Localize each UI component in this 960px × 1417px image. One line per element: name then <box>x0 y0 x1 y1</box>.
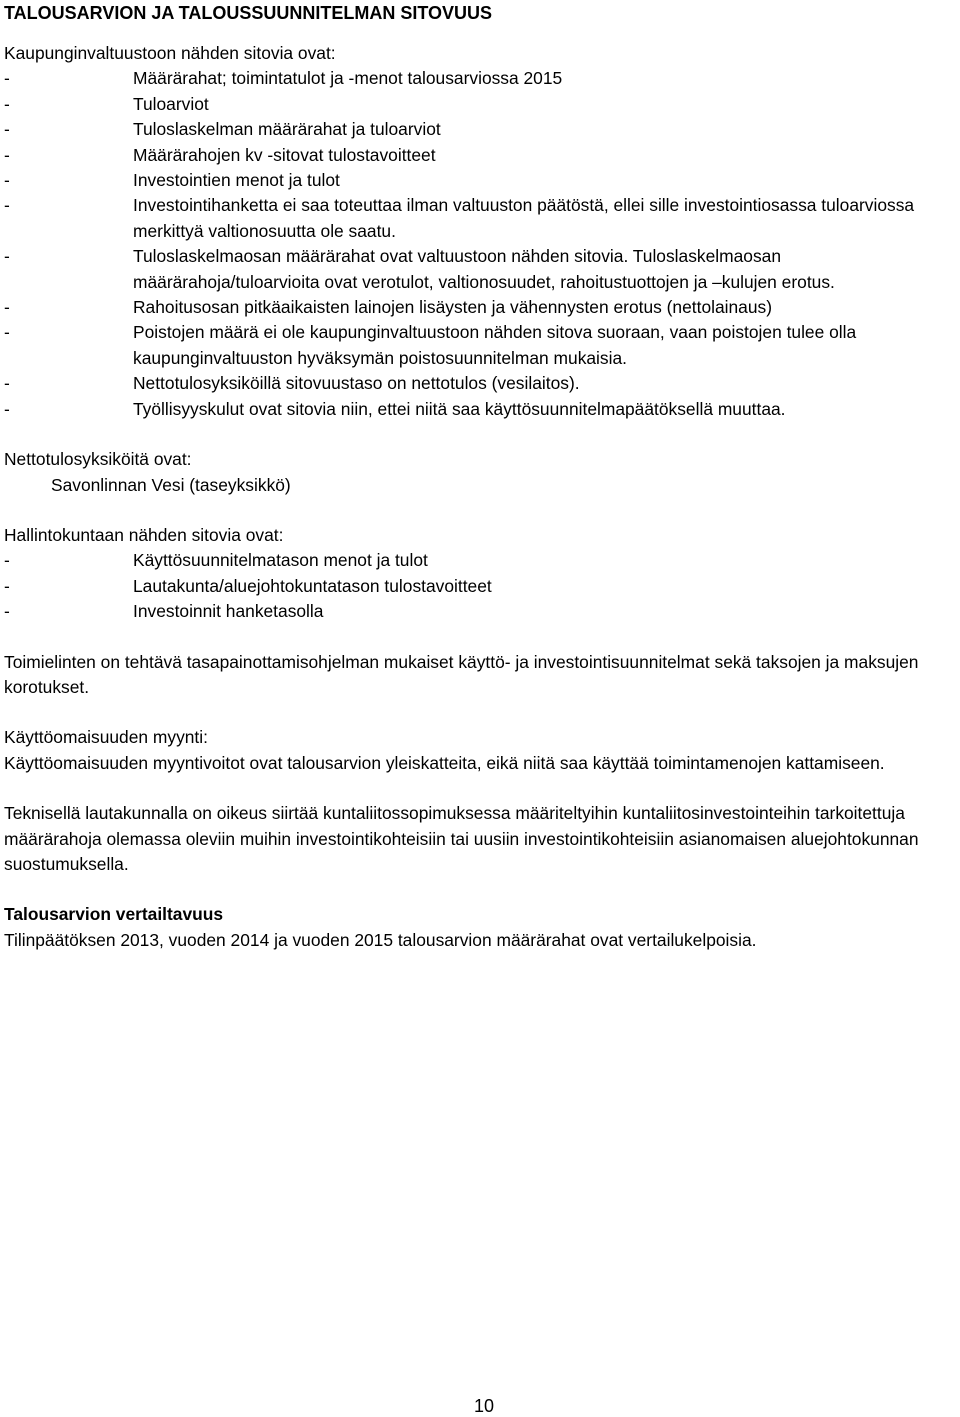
list-item <box>4 92 956 117</box>
asset-sales-text: Käyttöomaisuuden myyntivoitot ovat talousarvion yleiskatteita, eikä niitä saa käyttää toimintamenojen kattamiseen. <box>4 752 885 773</box>
list-dash: - <box>4 144 10 165</box>
list-item-text: Investointihanketta ei saa toteuttaa ilman valtuuston päätöstä, ellei sille investointiosassa tuloarviossa merkittyä valtionosuutta ole saatu. <box>133 195 915 241</box>
council-section-heading: Kaupunginvaltuustoon nähden sitovia ovat: <box>4 43 336 63</box>
comparability-text: Tilinpäätöksen 2013, vuoden 2014 ja vuoden 2015 talousarvion määrärahat ovat vertailukelpoisia. <box>4 929 757 950</box>
list-dash: - <box>4 373 10 394</box>
list-dash: - <box>4 68 10 89</box>
net-units-heading: Nettotulosyksiköitä ovat: <box>4 449 192 470</box>
list-dash: - <box>4 93 10 114</box>
list-dash: - <box>4 119 10 140</box>
list-dash: - <box>4 322 10 343</box>
list-item <box>4 143 956 168</box>
council-binding-list <box>4 66 956 422</box>
list-item <box>4 548 956 573</box>
net-units-section <box>4 447 956 498</box>
list-dash: - <box>4 601 10 622</box>
list-item-text: Tuloslaskelmaosan määrärahat ovat valtuustoon nähden sitovia. Tuloslaskelmaosan määrärahoja/tuloarvioita ovat verotulot, valtionosuudet, rahoitustuottojen ja –kulujen erotus. <box>133 246 835 292</box>
list-item-text: Investointien menot ja tulot <box>133 170 340 191</box>
document-page <box>4 0 956 953</box>
list-item <box>4 66 956 91</box>
list-item <box>4 320 956 371</box>
list-dash: - <box>4 550 10 571</box>
list-item <box>4 168 956 193</box>
list-item <box>4 295 956 320</box>
list-item-text: Poistojen määrä ei ole kaupunginvaltuustoon nähden sitova suoraan, vaan poistojen tulee olla kaupunginvaltuuston hyväksymän poistosuunnitelman mukaisia. <box>133 322 857 368</box>
list-item <box>4 574 956 599</box>
list-item <box>4 117 956 142</box>
list-dash: - <box>4 195 10 216</box>
board-binding-section <box>4 523 956 625</box>
list-item-text: Määrärahat; toimintatulot ja -menot talousarviossa 2015 <box>133 68 563 89</box>
board-binding-list <box>4 548 956 624</box>
asset-sales-section <box>4 725 956 776</box>
asset-sales-heading: Käyttöomaisuuden myynti: <box>4 727 208 748</box>
list-item <box>4 244 956 295</box>
technical-board-paragraph: Teknisellä lautakunnalla on oikeus siirtää kuntaliitossopimuksessa määriteltyihin kuntaliitosinvestointeihin tarkoitettuja määrärahoja olemassa oleviin muihin investointikohteisiin tai uusiin investointikohteisiin asianomaisen aluejohtokunnan suostumuksella. <box>4 803 919 874</box>
list-item-text: Rahoitusosan pitkäaikaisten lainojen lisäysten ja vähennysten erotus (nettolainaus) <box>133 297 773 318</box>
list-item-text: Lautakunta/aluejohtokuntatason tulostavoitteet <box>133 575 492 596</box>
list-dash: - <box>4 575 10 596</box>
comparability-heading: Talousarvion vertailtavuus <box>4 904 224 925</box>
list-item-text: Tuloslaskelman määrärahat ja tuloarviot <box>133 119 441 140</box>
list-item <box>4 371 956 396</box>
list-dash: - <box>4 398 10 419</box>
list-item <box>4 599 956 624</box>
list-item <box>4 397 956 422</box>
comparability-section <box>4 902 956 953</box>
list-item-text: Käyttösuunnitelmatason menot ja tulot <box>133 550 428 571</box>
list-item-text: Nettotulosyksiköillä sitovuustaso on nettotulos (vesilaitos). <box>133 373 580 394</box>
list-item-text: Investoinnit hanketasolla <box>133 601 324 622</box>
list-item-text: Työllisyyskulut ovat sitovia niin, ettei niitä saa käyttösuunnitelmapäätöksellä muuttaa. <box>133 398 786 419</box>
page-number: 10 <box>473 1396 495 1416</box>
council-binding-section <box>4 41 956 422</box>
list-dash: - <box>4 246 10 267</box>
net-unit-item: Savonlinnan Vesi (taseyksikkö) <box>51 474 291 495</box>
list-item-text: Tuloarviot <box>133 93 209 114</box>
page-title: TALOUSARVION JA TALOUSSUUNNITELMAN SITOVUUS <box>4 3 493 23</box>
organs-paragraph: Toimielinten on tehtävä tasapainottamisohjelman mukaiset käyttö- ja investointisuunnitelmat sekä taksojen ja maksujen korotukset. <box>4 651 919 697</box>
list-dash: - <box>4 170 10 191</box>
list-item-text: Määrärahojen kv -sitovat tulostavoitteet <box>133 144 436 165</box>
list-item <box>4 193 956 244</box>
list-dash: - <box>4 297 10 318</box>
board-section-heading: Hallintokuntaan nähden sitovia ovat: <box>4 524 284 545</box>
